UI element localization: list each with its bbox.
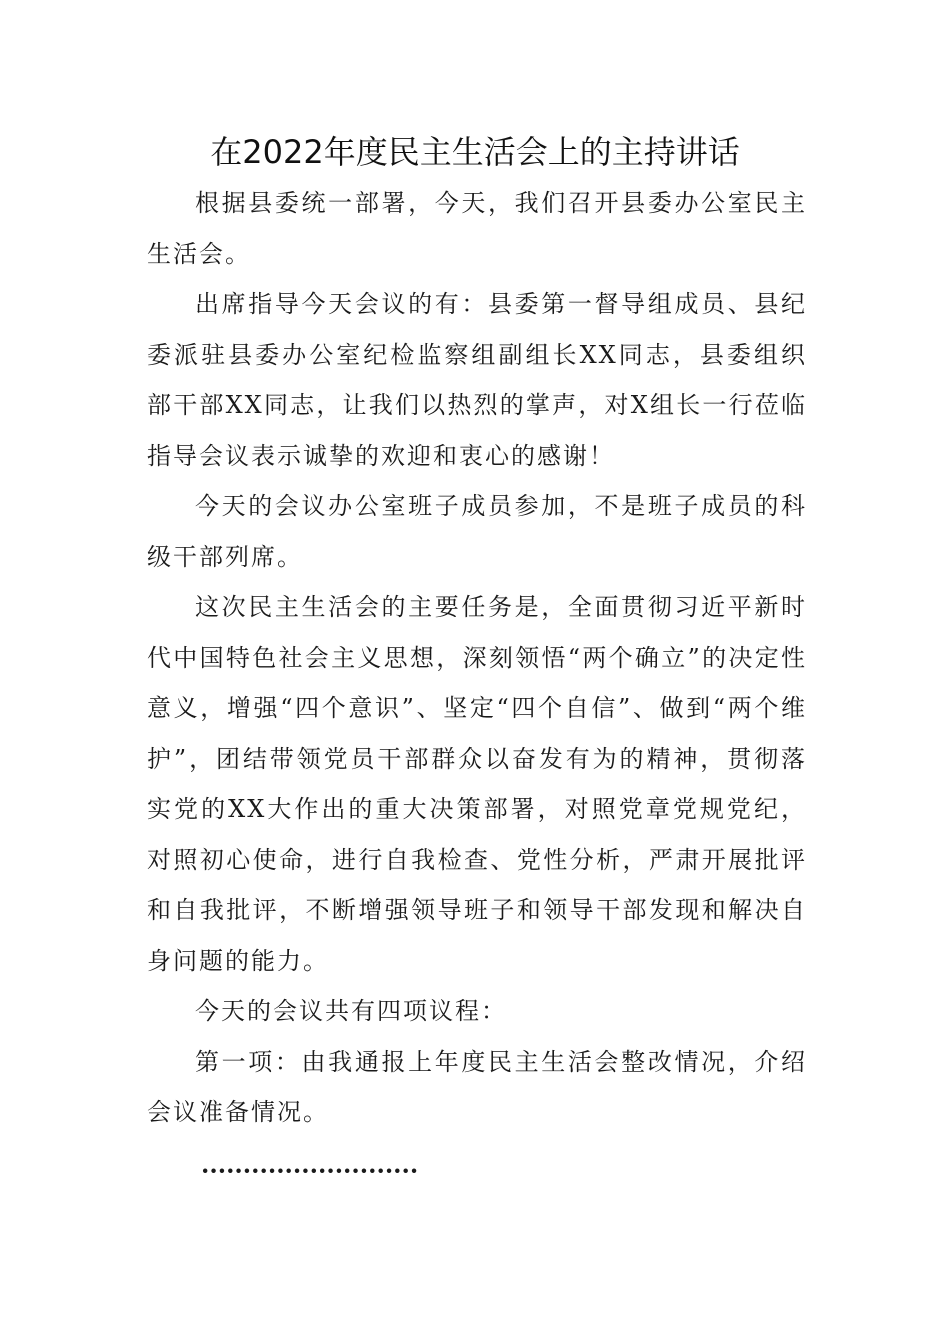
document-body xyxy=(147,178,807,1196)
paragraph-participants: 今天的会议办公室班子成员参加，不是班子成员的科级干部列席。 xyxy=(147,492,807,571)
paragraph-attendees: 出席指导今天会议的有：县委第一督导组成员、县纪委派驻县委办公室纪检监察组副组长XX同志，县委组织部干部XX同志，让我们以热烈的掌声，对X组长一行莅临指导会议表示诚挚的欢迎和衷心的感谢！ xyxy=(147,290,807,470)
paragraph-main-tasks: 这次民主生活会的主要任务是，全面贯彻习近平新时代中国特色社会主义思想，深刻领悟“两个确立”的决定性意义，增强“四个意识”、坚定“四个自信”、做到“两个维护”，团结带领党员干部群众以奋发有为的精神，贯彻落实党的XX大作出的重大决策部署，对照党章党规党纪，对照初心使命，进行自我检查、党性分析，严肃开展批评和自我批评，不断增强领导班子和领导干部发现和解决自身问题的能力。 xyxy=(147,593,807,975)
paragraph-agenda-item-1: 第一项：由我通报上年度民主生活会整改情况，介绍会议准备情况。 xyxy=(147,1047,807,1126)
paragraph-agenda-intro: 今天的会议共有四项议程： xyxy=(195,997,507,1025)
document-title: 在2022年度民主生活会上的主持讲话 xyxy=(210,133,740,171)
paragraph-opening: 根据县委统一部署，今天，我们召开县委办公室民主生活会。 xyxy=(147,189,807,268)
ellipsis-dots: ·························· xyxy=(201,1155,419,1185)
